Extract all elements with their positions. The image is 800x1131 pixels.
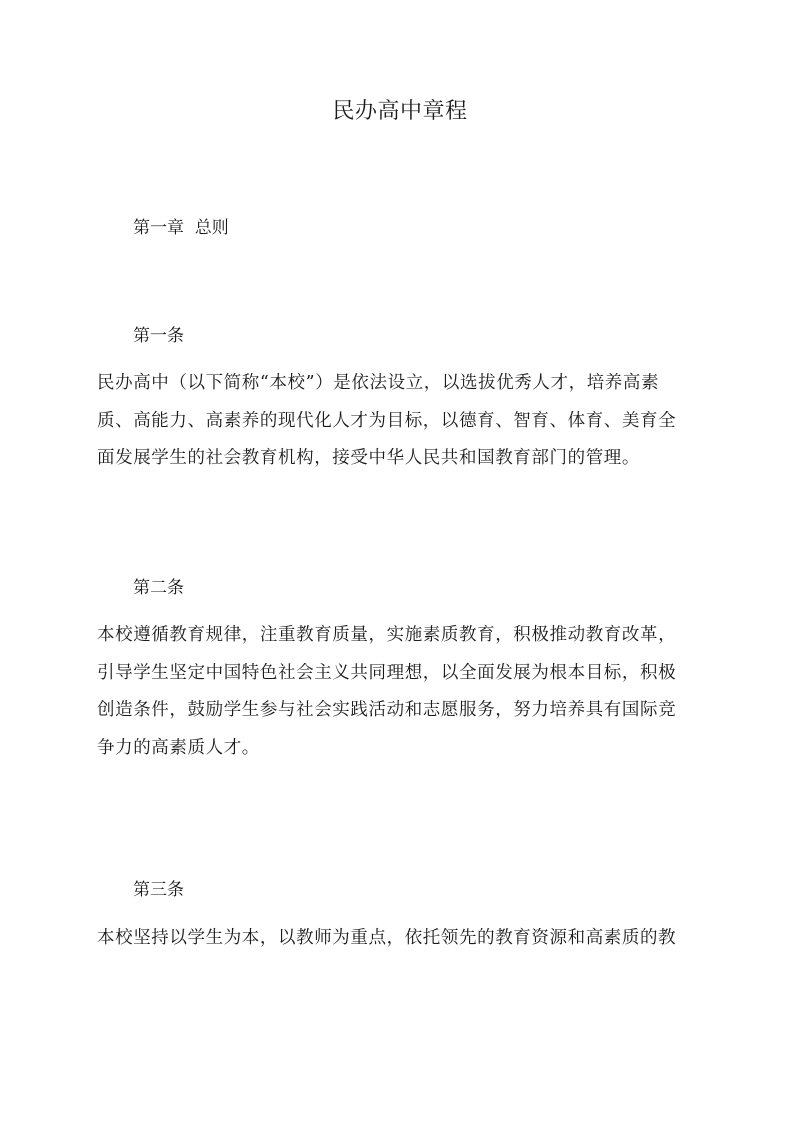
article-1-body	[97, 365, 707, 478]
article-3-body	[97, 920, 707, 958]
article-2-line-1: 本校遵循教育规律，注重教育质量，实施素质教育，积极推动教育改革，	[97, 625, 677, 645]
article-1-line-3: 面发展学生的社会教育机构，接受中华人民共和国教育部门的管理。	[97, 448, 640, 468]
article-3-heading: 第三条	[133, 880, 184, 900]
article-2-body	[97, 617, 707, 767]
document-title: 民办高中章程	[332, 99, 468, 124]
article-2-line-2: 引导学生坚定中国特色社会主义共同理想，以全面发展为根本目标，积极	[97, 662, 677, 683]
article-1-heading: 第一条	[133, 326, 184, 346]
article-1-line-1: 民办高中（以下简称“本校”）是依法设立，以选拔优秀人才，培养高素	[97, 373, 660, 393]
article-3-line-1: 本校坚持以学生为本，以教师为重点，依托领先的教育资源和高素质的教	[97, 928, 677, 948]
article-2-heading: 第二条	[133, 578, 184, 598]
article-2-line-4: 争力的高素质人才。	[97, 737, 260, 758]
article-2-line-3: 创造条件，鼓励学生参与社会实践活动和志愿服务，努力培养具有国际竞	[97, 700, 677, 720]
chapter-heading: 第一章 总则	[133, 218, 229, 238]
article-1-line-2: 质、高能力、高素养的现代化人才为目标，以德育、智育、体育、美育全	[97, 410, 677, 431]
